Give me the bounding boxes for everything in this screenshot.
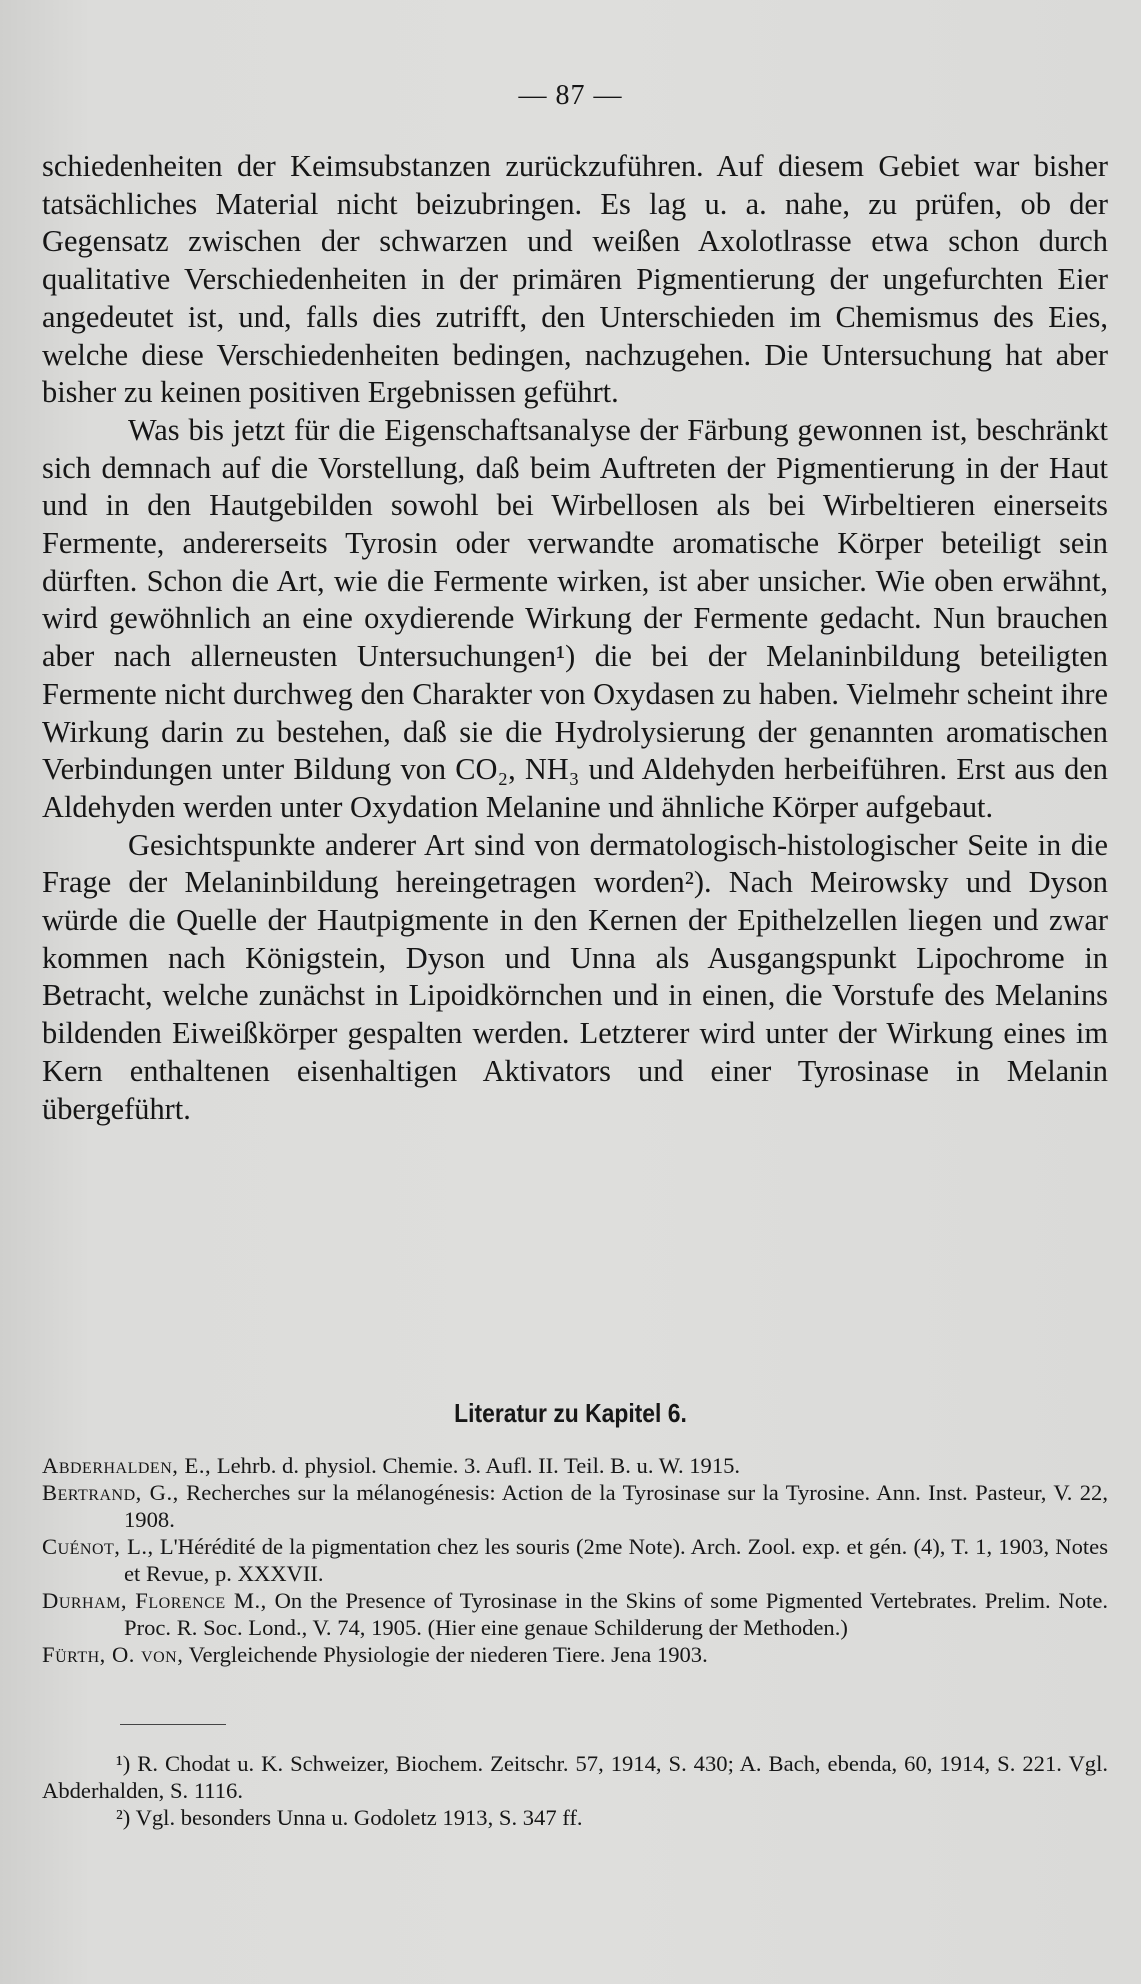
- footnote-1: [42, 1750, 1108, 1804]
- reference-author: Abderhalden, E.,: [42, 1453, 212, 1478]
- reference-item: [42, 1533, 1108, 1587]
- reference-text: L'Hérédité de la pigmentation chez les souris (2me Note). Arch. Zool. exp. et gén. (4), T. 1, 1903, Notes et Revue, p. XXXVII.: [124, 1534, 1108, 1586]
- reference-author: Cuénot, L.,: [42, 1534, 154, 1559]
- page-number: — 87 —: [518, 80, 623, 111]
- paragraph-2: Was bis jetzt für die Eigenschaftsanalyse der Färbung gewonnen ist, beschränkt sich demnach auf die Vorstellung, daß beim Auftreten der Pigmentierung in der Haut und in den Hautgebilden sowohl bei Wirbellosen als bei Wirbeltieren einerseits Fermente, andererseits Tyrosin oder verwandte aromatische Körper beteiligt sein dürften. Schon die Art, wie die Fermente wirken, ist aber unsicher. Wie oben erwähnt, wird gewöhnlich an eine oxydierende Wirkung der Fermente gedacht. Nun brauchen aber nach allerneusten Untersuchungen¹) die bei der Melaninbildung beteiligten Fermente nicht durchweg den Charakter von Oxydasen zu haben. Vielmehr scheint ihre Wirkung darin zu bestehen, daß sie die Hydrolysierung der genannten aromatischen Verbindungen unter Bildung von CO₂, NH₃ und Aldehyden herbeiführen. Erst aus den Aldehyden werden unter Oxydation Melanine und ähnliche Körper aufgebaut.: [42, 412, 1108, 824]
- reference-author: Durham, Florence M.,: [42, 1588, 267, 1613]
- reference-item: [42, 1641, 1108, 1668]
- footnote-text: Vgl. besonders Unna u. Godoletz 1913, S. 347 ff.: [135, 1805, 583, 1830]
- body-text: [42, 148, 1108, 1128]
- reference-text: Lehrb. d. physiol. Chemie. 3. Aufl. II. Teil. B. u. W. 1915.: [216, 1453, 741, 1478]
- reference-author: Fürth, O. von,: [42, 1642, 184, 1667]
- reference-item: [42, 1452, 1108, 1479]
- reference-text: Recherches sur la mélanogénesis: Action de la Tyrosinase sur la Tyrosine. Ann. Inst. Pasteur, V. 22, 1908.: [124, 1480, 1108, 1532]
- paragraph-3: Gesichtspunkte anderer Art sind von dermatologisch-histologischer Seite in die Frage der Melaninbildung hereingetragen worden²). Nach Meirowsky und Dyson würde die Quelle der Hautpigmente in den Kernen der Epithelzellen liegen und zwar kommen nach Königstein, Dyson und Unna als Ausgangspunkt Lipochrome in Betracht, welche zunächst in Lipoidkörnchen und in einen, die Vorstufe des Melanins bildenden Eiweißkörper gespalten werden. Letzterer wird unter der Wirkung eines im Kern enthaltenen eisenhaltigen Aktivators und einer Tyrosinase in Melanin übergeführt.: [42, 827, 1108, 1126]
- reference-text: Vergleichende Physiologie der niederen Tiere. Jena 1903.: [188, 1642, 708, 1667]
- reference-item: [42, 1587, 1108, 1641]
- paragraph-1: schiedenheiten der Keimsubstanzen zurückzuführen. Auf diesem Gebiet war bisher tatsächliches Material nicht beizubringen. Es lag u. a. nahe, zu prüfen, ob der Gegensatz zwischen der schwarzen und weißen Axolotlrasse etwa schon durch qualitative Verschiedenheiten in der primären Pigmentierung der ungefurchten Eier angedeutet ist, und, falls dies zutrifft, den Unterschieden im Chemismus des Eies, welche diese Verschiedenheiten bedingen, nachzugehen. Die Untersuchung hat aber bisher zu keinen positiven Ergebnissen geführt.: [42, 149, 1108, 410]
- reference-item: [42, 1479, 1108, 1533]
- reference-text: On the Presence of Tyrosinase in the Skins of some Pigmented Vertebrates. Prelim. Note. Proc. R. Soc. Lond., V. 74, 1905. (Hier eine genaue Schilderung der Methoden.): [124, 1588, 1108, 1640]
- footnote-marker: ¹): [116, 1751, 131, 1776]
- reference-list: [42, 1452, 1108, 1668]
- footnote-marker: ²): [116, 1805, 131, 1830]
- footnotes: [42, 1750, 1108, 1831]
- footnote-divider: [120, 1724, 226, 1725]
- literature-heading: Literatur zu Kapitel 6.: [454, 1398, 687, 1428]
- reference-author: Bertrand, G.,: [42, 1480, 179, 1505]
- footnote-text: R. Chodat u. K. Schweizer, Biochem. Zeitschr. 57, 1914, S. 430; A. Bach, ebenda, 60, 1914, S. 221. Vgl. Abderhalden, S. 1116.: [42, 1751, 1108, 1803]
- footnote-2: [42, 1804, 1108, 1831]
